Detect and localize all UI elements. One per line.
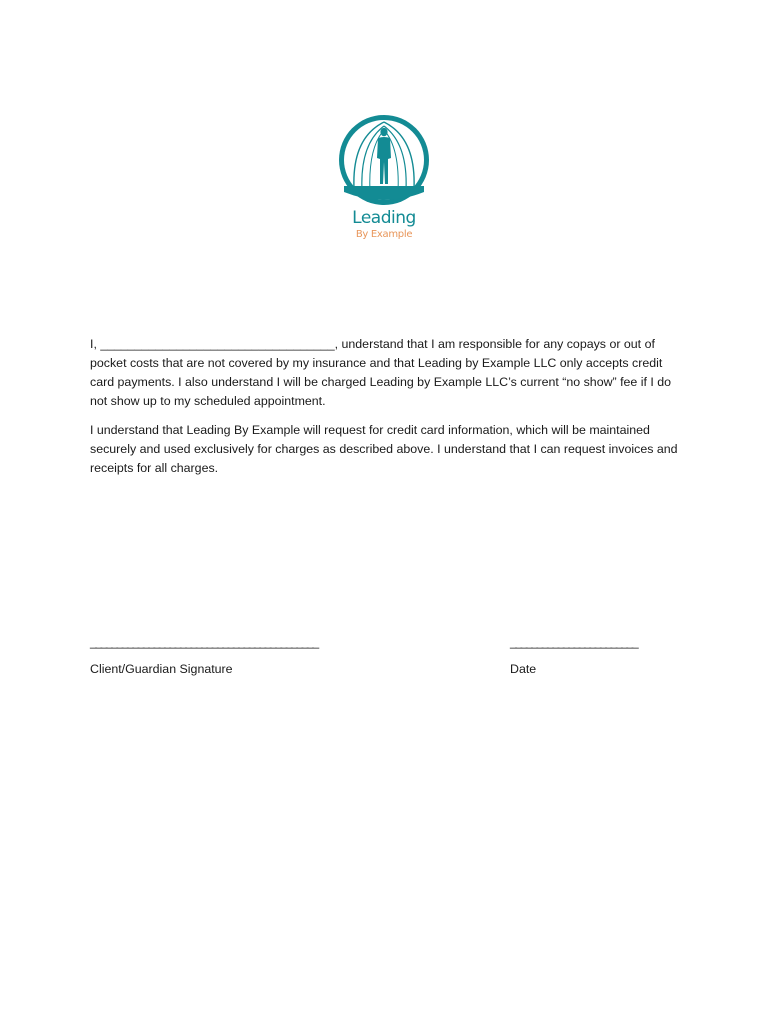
date-label: Date (510, 662, 537, 676)
logo-tagline: By Example (355, 229, 413, 240)
signature-label: Client/Guardian Signature (90, 662, 233, 676)
responsibility-paragraph: I, __________________________________, understand that I am responsible for any copays or out of pocket costs that are not covered by my insurance and that Leading by Example LLC only accepts credit card payments. I also understand I will be charged Leading by Example LLC’s current “no show” fee if I do not show up to my scheduled appointment. (90, 337, 672, 408)
signature-line[interactable]: ___________________________________________ (90, 635, 318, 649)
logo-name: Leading (352, 208, 416, 228)
company-logo (338, 114, 430, 244)
dome-figure-logo-icon (338, 114, 430, 206)
credit-card-paragraph: I understand that Leading By Example will request for credit card information, which will be maintained securely and used exclusively for charges as described above. I understand that I can request invoices and receipts for all charges. (90, 423, 678, 475)
date-line[interactable]: ________________________ (510, 635, 637, 649)
